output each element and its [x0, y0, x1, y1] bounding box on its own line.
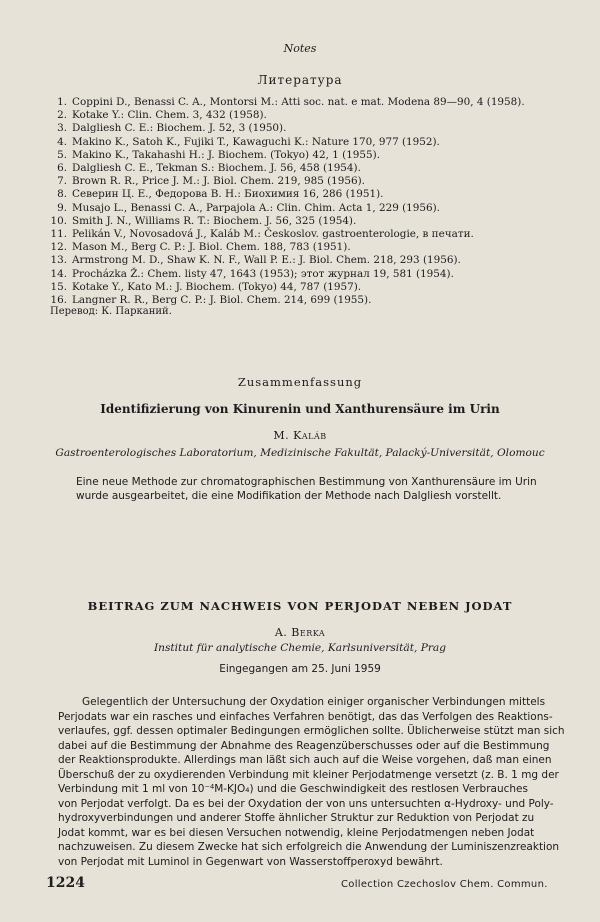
- reference-number: 6.: [57, 162, 67, 175]
- reference-number: 12.: [50, 241, 67, 254]
- article-line: nachzuweisen. Zu diesem Zwecke hat sich erfolgreich die Anwendung der Luminiszenzreaktion: [58, 841, 560, 853]
- reference-list: [50, 96, 570, 307]
- reference-number: 14.: [50, 267, 67, 280]
- reference-item: [50, 136, 570, 149]
- reference-number: 4.: [57, 135, 67, 148]
- reference-item: [50, 149, 570, 162]
- reference-item: [50, 122, 570, 135]
- reference-number: 15.: [50, 280, 67, 293]
- reference-item: [50, 96, 570, 109]
- reference-text: Dalgliesh C. E., Tekman S.: Biochem. J. 56, 458 (1954).: [72, 162, 361, 175]
- reference-item: [50, 202, 570, 215]
- reference-number: 13.: [50, 254, 67, 267]
- reference-item: [50, 162, 570, 175]
- reference-text: Makino K., Takahashi H.: J. Biochem. (Tokyo) 42, 1 (1955).: [72, 148, 380, 161]
- reference-text: Kotake Y., Kato M.: J. Biochem. (Tokyo) 44, 787 (1957).: [72, 280, 362, 293]
- running-header: Notes: [283, 42, 317, 55]
- reference-text: Mason M., Berg C. P.: J. Biol. Chem. 188, 783 (1951).: [72, 241, 351, 254]
- reference-text: Makino K., Satoh K., Fujiki T., Kawaguchi K.: Nature 170, 977 (1952).: [72, 135, 440, 148]
- reference-text: Armstrong M. D., Shaw K. N. F., Wall P. E.: J. Biol. Chem. 218, 293 (1956).: [72, 254, 461, 267]
- reference-text: Северин Ц. Е., Федорова В. Н.: Биохимия 16, 286 (1951).: [72, 188, 384, 201]
- reference-number: 16.: [50, 294, 67, 307]
- article-line: dabei auf die Bestimmung der Abnahme des Reagenzüberschusses oder auf die Bestimmung: [58, 739, 550, 752]
- reference-text: Brown R. R., Price J. M.: J. Biol. Chem. 219, 985 (1956).: [72, 175, 365, 188]
- reference-number: 5.: [57, 148, 67, 161]
- article-line: von Perjodat verfolgt. Da es bei der Oxydation der von uns untersuchten α-Hydroxy- und Poly-: [58, 797, 554, 810]
- summary-heading: Zusammenfassung: [237, 375, 363, 389]
- translator-credit: Перевод: К. Парканий.: [50, 306, 172, 317]
- reference-item: [50, 188, 570, 201]
- article-received-date: Eingegangen am 25. Juni 1959: [219, 663, 381, 675]
- reference-number: 8.: [57, 188, 67, 201]
- summary-body: [76, 475, 556, 503]
- reference-number: 1.: [57, 96, 67, 108]
- reference-item: [50, 109, 570, 122]
- reference-number: 7.: [57, 175, 67, 188]
- article-line: Gelegentlich der Untersuchung der Oxydation einiger organischer Verbindungen mittels: [82, 696, 546, 708]
- article-line: der Reaktionsprodukte. Allerdings man läßt sich auch auf die Weise vorgehen, daß man einen: [58, 754, 552, 766]
- article-title: BEITRAG ZUM NACHWEIS VON PERJODAT NEBEN JODAT: [87, 599, 513, 613]
- reference-item: [50, 215, 570, 228]
- article-author: A. Berka: [274, 626, 326, 639]
- journal-name: Collection Czechoslov Chem. Commun.: [341, 879, 548, 890]
- reference-text: Smith J. N., Williams R. T.: Biochem. J. 56, 325 (1954).: [72, 214, 357, 227]
- summary-line: Eine neue Methode zur chromatographischen Bestimmung von Xanthurensäure im Urin: [76, 476, 537, 488]
- reference-text: Pelikán V., Novosadová J., Kaláb M.: Českoslov. gastroenterologie, в печати.: [72, 228, 474, 241]
- reference-item: [50, 254, 570, 267]
- article-line: verlaufes, ggf. dessen optimaler Bedingungen ermöglichen sollte. Üblicherweise stützt man sich: [58, 725, 565, 737]
- reference-item: [50, 175, 570, 188]
- reference-number: 10.: [50, 214, 67, 227]
- reference-number: 3.: [57, 122, 67, 135]
- reference-text: Dalgliesh C. E.: Biochem. J. 52, 3 (1950).: [72, 122, 287, 135]
- literature-title: Литература: [257, 73, 343, 87]
- article-affiliation: Institut für analytische Chemie, Karlsuniversität, Prag: [153, 642, 447, 654]
- article-line: Jodat kommt, war es bei diesen Versuchen notwendig, kleine Perjodatmengen neben Jodat: [58, 826, 535, 839]
- page-number: 1224: [46, 875, 85, 891]
- article-line: Überschuß der zu oxydierenden Verbindung mit kleiner Perjodatmenge versetzt (z. B. 1 mg der: [58, 768, 559, 781]
- reference-text: Procházka Ž.: Chem. listy 47, 1643 (1953); этот журнал 19, 581 (1954).: [72, 267, 454, 280]
- article-line: Perjodats war ein rasches und einfaches Verfahren benötigt, das das Verfolgen des Reaktions-: [58, 710, 553, 723]
- reference-text: Musajo L., Benassi C. A., Parpajola A.: Clin. Chim. Acta 1, 229 (1956).: [72, 201, 440, 214]
- summary-affiliation: Gastroenterologisches Laboratorium, Medizinische Fakultät, Palacký-Universität, Olomouc: [55, 447, 545, 459]
- reference-number: 2.: [57, 109, 67, 122]
- article-line: von Perjodat mit Luminol in Gegenwart von Wasserstoffperoxyd bewährt.: [58, 855, 443, 868]
- reference-item: [50, 268, 570, 281]
- reference-text: Kotake Y.: Clin. Chem. 3, 432 (1958).: [72, 109, 267, 122]
- article-line: Verbindung mit 1 ml von 10⁻⁴M-KJO₄) und die Geschwindigkeit des restlosen Verbrauches: [58, 783, 528, 795]
- summary-line: wurde ausgearbeitet, die eine Modifikation der Methode nach Dalgliesh vorstellt.: [76, 490, 502, 502]
- summary-author: M. Kaláb: [273, 429, 327, 442]
- reference-number: 9.: [57, 201, 67, 214]
- reference-item: [50, 228, 570, 241]
- article-body: [58, 695, 565, 869]
- reference-text: Langner R. R., Berg C. P.: J. Biol. Chem. 214, 699 (1955).: [72, 294, 372, 307]
- article-line: hydroxyverbindungen und anderer Stoffe ähnlicher Struktur zur Reduktion von Perjodat zu: [58, 812, 535, 824]
- reference-item: [50, 281, 570, 294]
- reference-text: Coppini D., Benassi C. A., Montorsi M.: Atti soc. nat. e mat. Modena 89—90, 4 (1958).: [72, 96, 525, 108]
- summary-title: Identifizierung von Kinurenin und Xanthurensäure im Urin: [100, 402, 500, 416]
- reference-number: 11.: [50, 228, 67, 241]
- reference-item: [50, 241, 570, 254]
